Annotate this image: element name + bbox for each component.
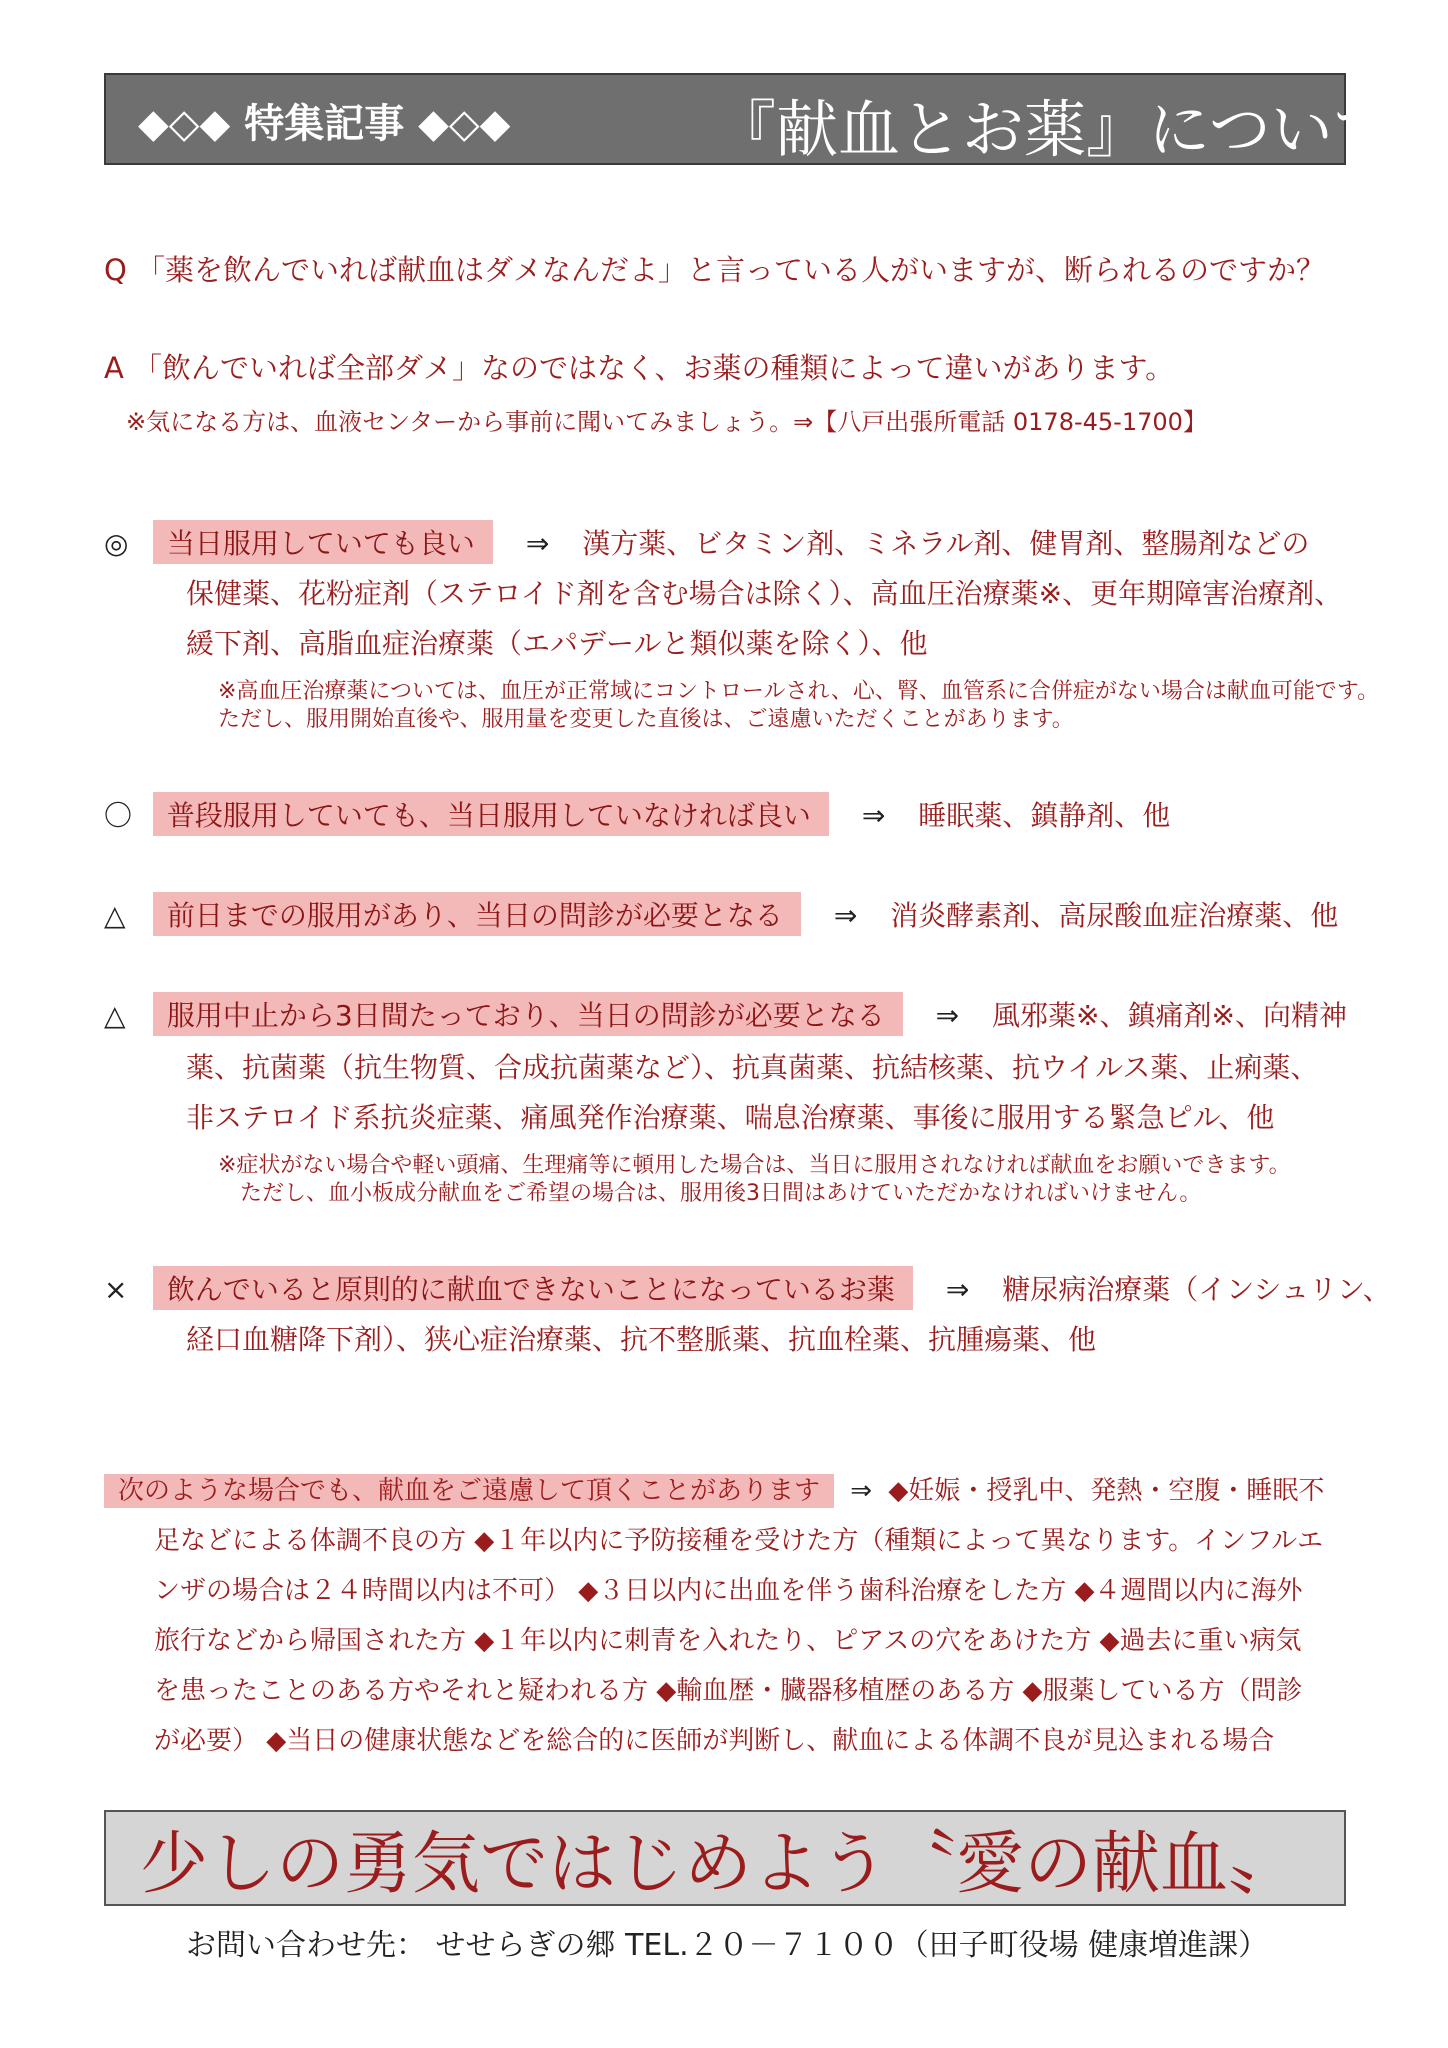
- section-label: 前日までの服用があり、当日の問診が必要となる: [153, 892, 801, 936]
- section-line: 糖尿病治療薬（インシュリン、: [1002, 1273, 1391, 1306]
- section-line: 緩下剤、高脂血症治療薬（エパデールと類似薬を除く）、他: [186, 627, 928, 660]
- other-cases-line: ◆妊娠・授乳中、発熱・空腹・睡眠不: [888, 1476, 1325, 1506]
- section-note: ※高血圧治療薬については、血圧が正常域にコントロールされ、心、腎、血管系に合併症がない場合は献血可能です。: [218, 679, 1380, 704]
- section-ok-header: [104, 520, 1309, 564]
- section-line: 睡眠薬、鎮静剤、他: [918, 799, 1171, 832]
- section-not-allowed-header: [104, 1266, 1391, 1310]
- other-cases-line: が必要） ◆当日の健康状態などを総合的に医師が判断し、献血による体調不良が見込まれる場合: [154, 1726, 1275, 1756]
- arrow-icon: ⇒: [945, 1273, 970, 1306]
- section-line: 薬、抗菌薬（抗生物質、合成抗菌薬など）、抗真菌薬、抗結核薬、抗ウイルス薬、止痢薬、: [186, 1051, 1319, 1084]
- other-cases-line: ンザの場合は２４時間以内は不可） ◆３日以内に出血を伴う歯科治療をした方 ◆４週間以内に海外: [154, 1576, 1303, 1606]
- section-skip-day-header: [104, 792, 1170, 836]
- page-title: 『献血とお薬』について: [714, 93, 1395, 166]
- section-line: 経口血糖降下剤）、狭心症治療薬、抗不整脈薬、抗血栓薬、抗腫瘍薬、他: [186, 1323, 1097, 1356]
- contact-note: ※気になる方は、血液センターから事前に聞いてみましょう。⇒【八戸出張所電話 0178-45-1700】: [126, 408, 1207, 436]
- arrow-icon: ⇒: [861, 799, 886, 832]
- section-note: ※症状がない場合や軽い頭痛、生理痛等に頓用した場合は、当日に服用されなければ献血をお願いできます。: [218, 1153, 1291, 1178]
- cross-icon: ×: [104, 1273, 128, 1306]
- other-cases-line: 旅行などから帰国された方 ◆１年以内に刺青を入れたり、ピアスの穴をあけた方 ◆過去に重い病気: [154, 1626, 1302, 1656]
- section-line: 風邪薬※、鎮痛剤※、向精神: [992, 999, 1347, 1032]
- arrow-icon: ⇒: [935, 999, 960, 1032]
- section-line: 非ステロイド系抗炎症薬、痛風発作治療薬、喘息治療薬、事後に服用する緊急ピル、他: [186, 1101, 1275, 1134]
- section-line: 漢方薬、ビタミン剤、ミネラル剤、健胃剤、整腸剤などの: [582, 527, 1310, 560]
- answer-text: A 「飲んでいれば全部ダメ」なのではなく、お薬の種類によって違いがあります。: [104, 351, 1175, 385]
- feature-label: ◆◇◆ 特集記事 ◆◇◆: [138, 101, 511, 147]
- arrow-icon: ⇒: [833, 899, 858, 932]
- section-label: 服用中止から3日間たっており、当日の問診が必要となる: [153, 992, 903, 1036]
- question-text: Q 「薬を飲んでいれば献血はダメなんだよ」と言っている人がいますが、断られるのですか？: [104, 253, 1326, 287]
- section-line: 消炎酵素剤、高尿酸血症治療薬、他: [890, 899, 1339, 932]
- circle-icon: 〇: [104, 799, 133, 832]
- other-cases-label: 次のような場合でも、献血をご遠慮して頂くことがあります: [104, 1474, 834, 1508]
- slogan-text: 少しの勇気ではじめよう〝愛の献血〟: [140, 1825, 1297, 1904]
- other-cases-header: [104, 1470, 1324, 1507]
- triangle-icon: △: [104, 899, 126, 932]
- section-three-days-header: [104, 992, 1347, 1036]
- other-cases-line: 足などによる体調不良の方 ◆１年以内に予防接種を受けた方（種類によって異なります。インフルエ: [154, 1526, 1324, 1556]
- section-note: ただし、服用開始直後や、服用量を変更した直後は、ご遠慮いただくことがあります。: [218, 707, 1074, 732]
- section-line: 保健薬、花粉症剤（ステロイド剤を含む場合は除く）、高血圧治療薬※、更年期障害治療剤、: [186, 577, 1343, 610]
- arrow-icon: ⇒: [850, 1476, 873, 1506]
- other-cases-line: を患ったことのある方やそれと疑われる方 ◆輸血歴・臓器移植歴のある方 ◆服薬している方（問診: [154, 1676, 1303, 1706]
- triangle-icon: △: [104, 999, 126, 1032]
- section-prev-day-header: [104, 892, 1338, 936]
- section-label: 飲んでいると原則的に献血できないことになっているお薬: [153, 1266, 913, 1310]
- contact-info: お問い合わせ先： せせらぎの郷 TEL.２０－７１００（田子町役場 健康増進課）: [186, 1928, 1269, 1963]
- section-label: 普段服用していても、当日服用していなければ良い: [153, 792, 829, 836]
- arrow-icon: ⇒: [525, 527, 550, 560]
- double-circle-icon: ◎: [104, 527, 129, 560]
- section-note: ただし、血小板成分献血をご希望の場合は、服用後3日間はあけていただかなければいけません。: [240, 1181, 1202, 1206]
- section-label: 当日服用していても良い: [153, 520, 493, 564]
